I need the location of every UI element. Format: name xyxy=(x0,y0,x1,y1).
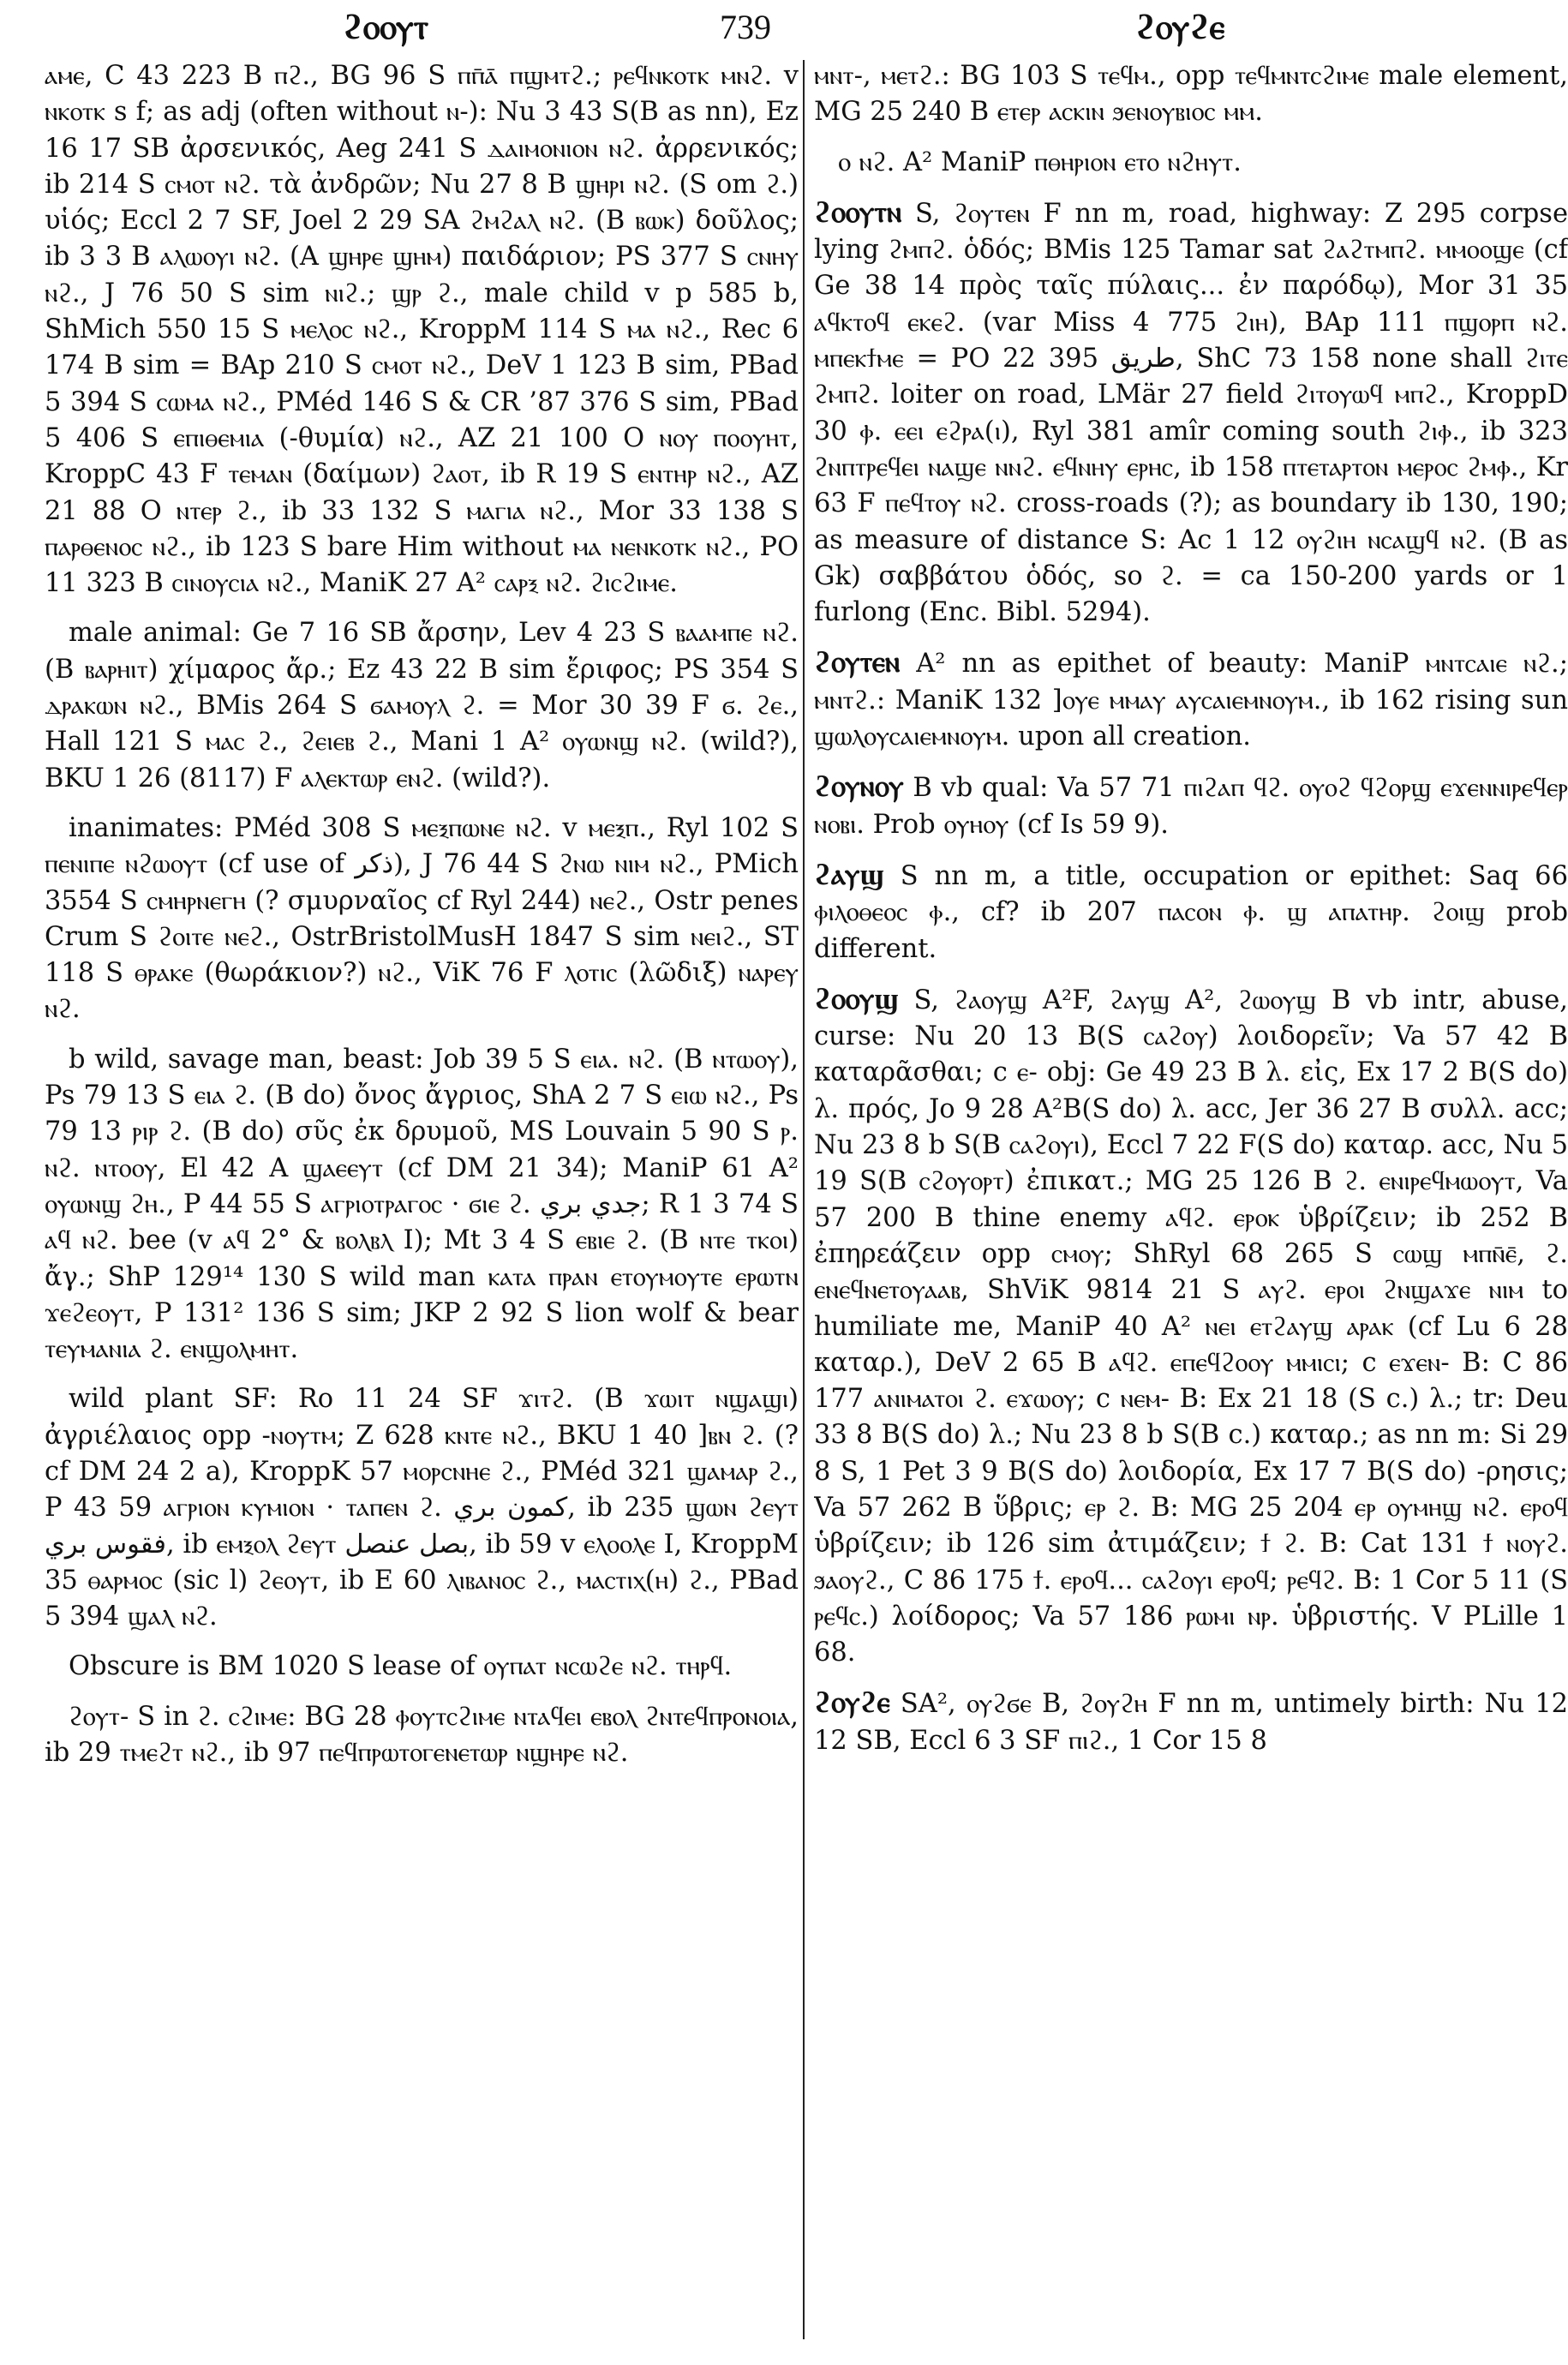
entry-text: male animal: Ge 7 16 SB ἄρσην, Lev 4 23 S ⲃⲁⲁⲙⲡⲉ ⲛϩ. (B ⲃⲁⲣⲏⲓⲧ) χίμαρος ἄρ.; Ez 43 22 B sim ἔριφος; PS 354 S ⲇⲣⲁⲕⲱⲛ ⲛϩ., BMis 264 S ϭⲁⲙⲟⲩⲗ ϩ. = Mor 30 39 F ϭ. ϩⲉ., Hall 121 S ⲙⲁⲥ ϩ., ϩⲉⲓⲉⲃ ϩ., Mani 1 A² ⲟⲩⲱⲛϣ ⲛϩ. (wild?), BKU 1 26 (8117) F ⲁⲗⲉⲕⲧⲱⲣ ⲉⲛϩ. (wild?). xyxy=(45,618,799,793)
entry-text: A² nn as epithet of beauty: ManiP ⲙⲛⲧⲥⲁⲓⲉ ⲛϩ.; ⲙⲛⲧϩ.: ManiK 132 ]ⲟⲩⲉ ⲙⲙⲁⲩ ⲁⲩⲥⲁⲓⲉⲙⲛⲟⲩⲙ., ib 162 rising sun ϣⲱⲗⲟⲩⲥⲁⲓⲉⲙⲛⲟⲩⲙ. upon all creation. xyxy=(814,649,1568,752)
entry-text: wild plant SF: Ro 11 24 SF ϫⲓⲧϩ. (B ϫⲱⲓⲧ ⲛϣⲁϣⲓ) ἀγριέλαιος opp -ⲛⲟⲩⲧⲙ; Z 628 ⲕⲛⲧⲉ ⲛϩ., BKU 1 40 ]ⲃⲛ ϩ. (? cf DM 24 2 a), KroppK 57 ⲙⲟⲣⲥⲛⲏⲉ ϩ., PMéd 321 ϣⲁⲙⲁⲣ ϩ., P 43 59 ⲁⲅⲣⲓⲟⲛ ⲕⲩⲙⲓⲟⲛ · ⲧⲁⲡⲉⲛ ϩ. كمون بري, ib 235 ϣⲱⲛ ϩⲉⲩⲧ فقوس بري, ib ⲉⲙⲝⲟⲗ ϩⲉⲩⲧ بصل عنصل, ib 59 v ⲉⲗⲟⲟⲗⲉ I, KroppM 35 ⲑⲁⲣⲙⲟⲥ (sic l) ϩⲉⲟⲩⲧ, ib E 60 ⲗⲓⲃⲁⲛⲟⲥ ϩ., ⲙⲁⲥⲧⲓⲭ(ⲏ) ϩ., PBad 5 394 ϣⲁⲗ ⲛϩ. xyxy=(45,1384,799,1632)
dictionary-paragraph xyxy=(814,145,1568,181)
entry-text: B vb qual: Va 57 71 ⲡⲓϩⲁⲡ ϥϩ. ⲟⲩⲟϩ ϥϩⲟⲣϣ ⲉϫⲉⲛⲛⲓⲣⲉϥⲉⲣ ⲛⲟⲃⲓ. Prob ⲟⲩⲏⲟⲩ (cf Is 59 9). xyxy=(814,773,1568,840)
entry-headword: ϩⲟⲟⲩⲧⲛ xyxy=(814,195,902,230)
entry-headword: ϩⲁⲩϣ xyxy=(814,857,884,892)
column-divider xyxy=(803,60,805,2339)
left-column xyxy=(45,58,799,2355)
dictionary-paragraph xyxy=(814,195,1568,632)
entry-text: ⲟ ⲛϩ. A² ManiP ⲡⲑⲏⲣⲓⲟⲛ ⲉⲧⲟ ⲛϩⲏⲩⲧ. xyxy=(838,147,1242,177)
entry-text: ⲙⲛⲧ-, ⲙⲉⲧϩ.: BG 103 S ⲧⲉϥⲙ., opp ⲧⲉϥⲙⲛⲧⲥϩⲓⲙⲉ male element, MG 25 240 B ⲉⲧⲉⲣ ⲁⲥⲕⲓⲛ ϧⲉⲛⲟⲩⲃⲓⲟⲥ ⲙⲙ. xyxy=(814,61,1568,128)
dictionary-paragraph xyxy=(45,615,799,796)
page-header xyxy=(0,0,1568,51)
entry-text: b wild, savage man, beast: Job 39 5 S ⲉⲓⲁ. ⲛϩ. (B ⲛⲧⲱⲟⲩ), Ps 79 13 S ⲉⲓⲁ ϩ. (B do) ὄνος ἄγριος, ShA 2 7 S ⲉⲓⲱ ⲛϩ., Ps 79 13 ⲣⲓⲣ ϩ. (B do) σῦς ἐκ δρυμοῦ, MS Louvain 5 90 S ⲣ. ⲛϩ. ⲛⲧⲟⲟⲩ, El 42 A ϣⲁⲉⲉⲩⲧ (cf DM 21 34); ManiP 61 A² ⲟⲩⲱⲛϣ ϩⲏ., P 44 55 S ⲁⲅⲣⲓⲟⲧⲣⲁⲅⲟⲥ · ϭⲓⲉ ϩ. جدي بري; R 1 3 74 S ⲁϥ ⲛϩ. bee (v ⲁϥ 2° & ⲃⲟⲗⲃⲗ I); Mt 3 4 S ⲉⲃⲓⲉ ϩ. (B ⲛⲧⲉ ⲧⲕⲟⲓ) ἄγ.; ShP 129¹⁴ 130 S wild man ⲕⲁⲧⲁ ⲡⲣⲁⲛ ⲉⲧⲟⲩⲙⲟⲩⲧⲉ ⲉⲣⲱⲧⲛ ϫⲉϩⲉⲟⲩⲧ, P 131² 136 S sim; JKP 2 92 S lion wolf & bear ⲧⲉⲩⲙⲁⲛⲓⲁ ϩ. ⲉⲛϣⲟⲗⲙⲏⲧ. xyxy=(45,1044,799,1365)
dictionary-paragraph xyxy=(45,1042,799,1368)
page-number: 739 xyxy=(720,8,771,46)
dictionary-paragraph xyxy=(45,1649,799,1685)
header-left-word: ϩⲟⲟⲩⲧ xyxy=(343,7,429,47)
header-right-word: ϩⲟⲩϩⲉ xyxy=(1135,7,1225,47)
entry-text: inanimates: PMéd 308 S ⲙⲉⲝⲡⲱⲛⲉ ⲛϩ. v ⲙⲉⲝⲡ., Ryl 102 S ⲡⲉⲛⲓⲡⲉ ⲛϩⲱⲟⲩⲧ (cf use of ذكر), J 76 44 S ϩⲛⲱ ⲛⲓⲙ ⲛϩ., PMich 3554 S ⲥⲙⲏⲣⲛⲉⲅⲏ (? σμυρναῖος cf Ryl 244) ⲛⲉϩ., Ostr penes Crum S ϩⲟⲓⲧⲉ ⲛⲉϩ., OstrBristolMusH 1847 S sim ⲛⲉⲓϩ., ST 118 S ⲑⲣⲁⲕⲉ (θωράκιον?) ⲛϩ., ViK 76 F ⲗⲟⲧⲓⲥ (λῶδιξ) ⲛⲁⲣⲉⲩ ⲛϩ. xyxy=(45,812,799,1025)
entry-text: SA², ⲟⲩϩϭⲉ B, ϩⲟⲩϩⲏ F nn m, untimely birth: Nu 12 12 SB, Eccl 6 3 SF ⲡⲓϩ., 1 Cor 15 8 xyxy=(814,1689,1568,1756)
dictionary-paragraph xyxy=(814,769,1568,843)
dictionary-paragraph xyxy=(814,857,1568,967)
entry-headword: ϩⲟⲩⲧⲉⲛ xyxy=(814,645,901,680)
entry-text: S nn m, a title, occupation or epithet: Saq 66 ⲫⲓⲗⲟⲑⲉⲟⲥ ⲫ., cf? ib 207 ⲡⲁⲥⲟⲛ ⲫ. ϣ ⲁⲡⲁⲧⲏⲣ. ϩⲟⲓϣ prob different. xyxy=(814,860,1568,964)
entry-headword: ϩⲟⲟⲩϣ xyxy=(814,981,899,1016)
right-column xyxy=(814,58,1568,2355)
entry-text: Obscure is BM 1020 S lease of ⲟⲩⲡⲁⲧ ⲛⲥⲱϩⲉ ⲛϩ. ⲧⲏⲣϥ. xyxy=(69,1651,733,1682)
dictionary-paragraph xyxy=(45,58,799,602)
entry-text: S, ϩⲟⲩⲧⲉⲛ F nn m, road, highway: Z 295 corpse lying ϩⲙⲡϩ. ὁδός; BMis 125 Tamar sat ϩⲁϩⲧⲙⲡϩ. ⲙⲙⲟⲟϣⲉ (cf Ge 38 14 πρὸς ταῖς πύλαις... ἐν παρόδῳ), Mor 31 35 ⲁϥⲕⲧⲟϥ ⲉⲕⲉϩ. (var Miss 4 775 ϩⲓⲏ), BAp 111 ⲡϣⲟⲣⲡ ⲛϩ. ⲙⲡⲉⲕϯⲙⲉ = PO 22 395 طريق, ShC 73 158 none shall ϩⲓⲧⲉ ϩⲙⲡϩ. loiter on road, LMär 27 field ϩⲓⲧⲟⲩⲱϥ ⲙⲡϩ., KroppD 30 ⲫ. ⲉⲉⲓ ⲉϩⲣⲁ(ⲓ), Ryl 381 amîr coming south ϩⲓⲫ., ib 323 ϩⲛⲡⲧⲣⲉϥⲉⲓ ⲛⲁϣⲉ ⲛⲛϩ. ⲉϥⲛⲏⲩ ⲉⲣⲏⲥ, ib 158 ⲡⲧⲉⲧⲁⲣⲧⲟⲛ ⲙⲉⲣⲟⲥ ϩⲙⲫ., Kr 63 F ⲡⲉϥⲧⲟⲩ ⲛϩ. cross-roads (?); as boundary ib 130, 190; as measure of distance S: Ac 1 12 ⲟⲩϩⲓⲏ ⲛⲥⲁϣϥ ⲛϩ. (B as Gk) σαββάτου ὁδός, so ϩ. = ca 150-200 yards or 1 furlong (Enc. Bibl. 5294). xyxy=(814,198,1568,628)
dictionary-paragraph xyxy=(814,981,1568,1672)
entry-headword: ϩⲟⲩⲛⲟⲩ xyxy=(814,769,904,805)
entry-text: ϩⲟⲩⲧ- S in ϩ. ⲥϩⲓⲙⲉ: BG 28 ⲫⲟⲩⲧⲥϩⲓⲙⲉ ⲛⲧⲁϥⲉⲓ ⲉⲃⲟⲗ ϩⲛⲧⲉϥⲡⲣⲟⲛⲟⲓⲁ, ib 29 ⲧⲙⲉϩⲧ ⲛϩ., ib 97 ⲡⲉϥⲡⲣⲱⲧⲟⲅⲉⲛⲉⲧⲱⲣ ⲛϣⲏⲣⲉ ⲛϩ. xyxy=(45,1701,799,1769)
entry-text: ⲁⲙⲉ, C 43 223 B ⲡϩ., BG 96 S ⲡⲡ̄ⲁ̄ ⲡϣⲙⲧϩ.; ⲣⲉϥⲛⲕⲟⲧⲕ ⲙⲛϩ. v ⲛⲕⲟⲧⲕ s f; as adj (often without ⲛ-): Nu 3 43 S(B as nn), Ez 16 17 SB ἀρσενικός, Aeg 241 S ⲇⲁⲓⲙⲟⲛⲓⲟⲛ ⲛϩ. ἀρρενικός; ib 214 S ⲥⲙⲟⲧ ⲛϩ. τὰ ἀνδρῶν; Nu 27 8 B ϣⲏⲣⲓ ⲛϩ. (S om ϩ.) υἱός; Eccl 2 7 SF, Joel 2 29 SA ϩⲙϩⲁⲗ ⲛϩ. (B ⲃⲱⲕ) δοῦλος; ib 3 3 B ⲁⲗⲱⲟⲩⲓ ⲛϩ. (A ϣⲏⲣⲉ ϣⲏⲙ) παιδάριον; PS 377 S ⲥⲛⲏⲩ ⲛϩ., J 76 50 S sim ⲛⲓϩ.; ϣⲣ ϩ., male child v p 585 b, ShMich 550 15 S ⲙⲉⲗⲟⲥ ⲛϩ., KroppM 114 S ⲙⲁ ⲛϩ., Rec 6 174 B sim = BAp 210 S ⲥⲙⲟⲧ ⲛϩ., DeV 1 123 B sim, PBad 5 394 S ⲥⲱⲙⲁ ⲛϩ., PMéd 146 S & CR ’87 376 S sim, PBad 5 406 S ⲉⲡⲓⲑⲉⲙⲓⲁ (-θυμία) ⲛϩ., AZ 21 100 O ⲛⲟⲩ ⲡⲟⲟⲩⲏⲧ, KroppC 43 F ⲧⲉⲙⲁⲛ (δαίμων) ϩⲁⲟⲧ, ib R 19 S ⲉⲛⲧⲏⲣ ⲛϩ., AZ 21 88 O ⲛⲧⲉⲣ ϩ., ib 33 132 S ⲙⲁⲅⲓⲁ ⲛϩ., Mor 33 138 S ⲡⲁⲣⲑⲉⲛⲟⲥ ⲛϩ., ib 123 S bare Him without ⲙⲁ ⲛⲉⲛⲕⲟⲧⲕ ⲛϩ., PO 11 323 B ⲥⲓⲛⲟⲩⲥⲓⲁ ⲛϩ., ManiK 27 A² ⲥⲁⲣⲝ ⲛϩ. ϩⲓⲥϩⲓⲙⲉ. xyxy=(45,61,799,599)
entry-text: S, ϩⲁⲟⲩϣ A²F, ϩⲁⲩϣ A², ϩⲱⲟⲩϣ B vb intr, abuse, curse: Nu 20 13 B(S ⲥⲁϩⲟⲩ) λοιδορεῖν; Va 57 42 B καταρᾶσθαι; c ⲉ- obj: Ge 49 23 B λ. εἰς, Ex 17 2 B(S do) λ. πρός, Jo 9 28 A²B(S do) λ. acc, Jer 36 27 B συλλ. acc; Nu 23 8 b S(B ⲥⲁϩⲟⲩⲓ), Eccl 7 22 F(S do) καταρ. acc, Nu 5 19 S(B ⲥϩⲟⲩⲟⲣⲧ) ἐπικατ.; MG 25 126 B ϩ. ⲉⲛⲓⲣⲉϥⲙⲱⲟⲩⲧ, Va 57 200 B thine enemy ⲁϥϩ. ⲉⲣⲟⲕ ὑβρίζειν; ib 252 B ἐπηρεάζειν opp ⲥⲙⲟⲩ; ShRyl 68 265 S ⲥⲱϣ ⲙⲡⲛ̄ⲉ̄, ϩ. ⲉⲛⲉϥⲛⲉⲧⲟⲩⲁⲁⲃ, ShViK 9814 21 S ⲁⲩϩ. ⲉⲣⲟⲓ ϩⲛϣⲁϫⲉ ⲛⲓⲙ to humiliate me, ManiP 40 A² ⲛⲉⲓ ⲉⲧϩⲁⲩϣ ⲁⲣⲁⲕ (cf Lu 6 28 καταρ.), DeV 2 65 B ⲁϥϩ. ⲉⲡⲉϥϩⲟⲟⲩ ⲙⲙⲓⲥⲓ; c ⲉϫⲉⲛ- B: C 86 177 ⲁⲛⲓⲙⲁⲧⲟⲓ ϩ. ⲉϫⲱⲟⲩ; c ⲛⲉⲙ- B: Ex 21 18 (S c.) λ.; tr: Deu 33 8 B(S do) λ.; Nu 23 8 b S(B c.) καταρ.; as nn m: Si 29 8 S, 1 Pet 3 9 B(S do) λοιδορία, Ex 17 7 B(S do) -ρησις; Va 57 262 B ὕβρις; ⲉⲣ ϩ. B: MG 25 204 ⲉⲣ ⲟⲩⲙⲏϣ ⲛϩ. ⲉⲣⲟϥ ὑβρίζειν; ib 126 sim ἀτιμάζειν; ϯ ϩ. B: Cat 131 ϯ ⲛⲟⲩϩ. ϧⲁⲟⲩϩ., C 86 175 ϯ. ⲉⲣⲟϥ... ⲥⲁϩⲟⲩⲓ ⲉⲣⲟϥ; ⲣⲉϥϩ. B: 1 Cor 5 11 (S ⲣⲉϥⲥ.) λοίδορος; Va 57 186 ⲣⲱⲙⲓ ⲛⲣ. ὑβριστής. V PLille 1 68. xyxy=(814,985,1568,1668)
dictionary-paragraph xyxy=(45,1699,799,1772)
entry-headword: ϩⲟⲩϩⲉ xyxy=(814,1685,890,1721)
dictionary-paragraph xyxy=(45,811,799,1028)
dictionary-paragraph xyxy=(814,58,1568,131)
dictionary-paragraph xyxy=(45,1381,799,1635)
dictionary-paragraph xyxy=(814,1685,1568,1759)
dictionary-paragraph xyxy=(814,644,1568,755)
